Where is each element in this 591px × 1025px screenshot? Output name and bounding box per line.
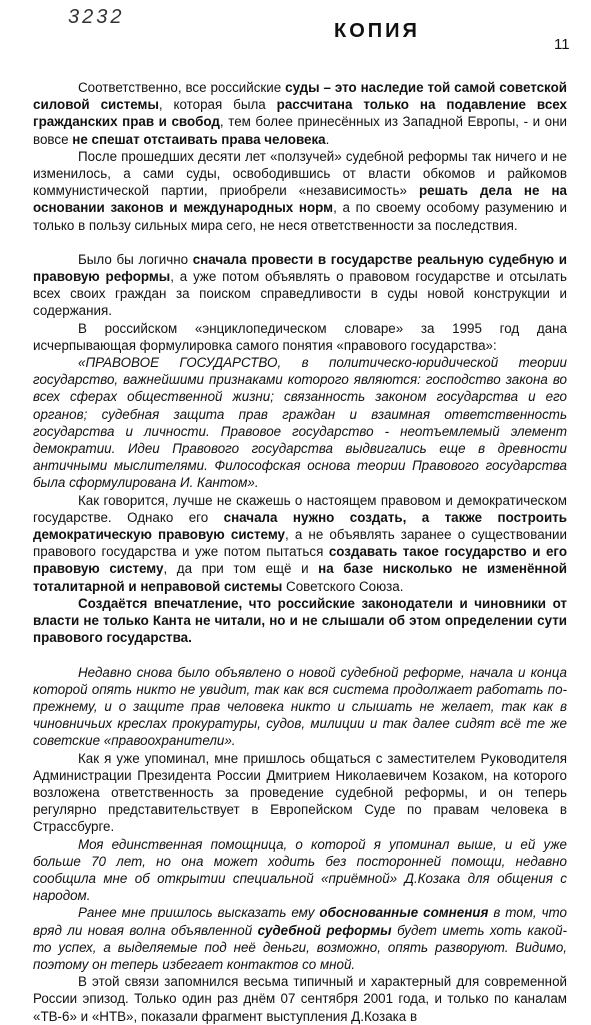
- paragraph-text: Было бы логично: [78, 251, 193, 267]
- paragraph-text: , тем более принесённых из Западной Европы, - и они вовсе: [33, 114, 568, 147]
- paragraph-6: [33, 595, 567, 647]
- bold-phrase: суды – это наследие той самой советской силовой системы: [33, 80, 567, 113]
- paragraph-text: Как говорится, лучше не скажешь о настоящем правовом и демократическом государстве. Однако его: [33, 492, 567, 525]
- paragraph-gap: [33, 647, 567, 664]
- bold-phrase: Создаётся впечатление, что российские законодатели и чиновники от власти не только Канта не читали, но и не слышали об этом определении сути правового государства.: [33, 595, 567, 646]
- bold-phrase: сначала нужно создать, а также построить демократическую правовую систему: [33, 509, 567, 543]
- paragraph-text: Ранее мне пришлось высказать ему: [78, 905, 320, 921]
- encyclopedia-quote: «ПРАВОВОЕ ГОСУДАРСТВО, в политическо-юридической теории государство, важнейшими признаками которого являются: господство закона во всех сферах общественной жизни; связанность законом государства и его органов; судебная защита прав граждан и взаимная ответственность государства и личности. Правовое государство - неотъемлемый элемент демократии. Идеи Правового государства выдвигались еще в древности античными мыслителями. Философская основа теории Правового государства была сформулирована И. Кантом».: [33, 355, 567, 491]
- paragraph-text: Советского Союза.: [282, 578, 404, 594]
- document-body: [33, 79, 567, 1025]
- paragraph-text: в том, что вряд ли новая волна объявленной: [33, 905, 567, 938]
- bold-phrase: судебной реформы: [257, 922, 392, 938]
- bold-phrase: на базе нисколько не изменённой тоталитарной и неправовой системы: [33, 561, 567, 594]
- paragraph-2: [33, 148, 567, 234]
- paragraph-7: Недавно снова было объявлено о новой судебной реформе, начала и конца которой опять никто не увидит, так как вся система продолжает работать по-прежнему, и о защите прав человека никто и слышать не желает, так как в чиновничьих креслах прокуратуры, судов, милиции и так далее сидят всё те же советские «правоохранители».: [33, 664, 567, 749]
- paragraph-text: Соответственно, все российские: [78, 80, 286, 95]
- paragraph-text: , а по своему особому разумению и только в пользу сильных мира сего, не неся ответственности за последствия.: [33, 200, 568, 233]
- paragraph-gap: [33, 234, 567, 251]
- paragraph-8: Как я уже упоминал, мне пришлось общаться с заместителем Руководителя Администрации Президента России Дмитрием Николаевичем Козаком, на которого возложена ответственность за проведение судебной реформы, и он теперь регулярно представительствует в Европейском Суде по правам человека в Страссбурге.: [33, 750, 567, 835]
- copy-stamp-title: КОПИЯ: [334, 20, 420, 42]
- bold-phrase: рассчитана только на подавление всех гражданских прав и свобод: [33, 97, 567, 130]
- paragraph-text: .: [325, 131, 330, 147]
- paragraph-4: В российском «энциклопедическом словаре» за 1995 год дана исчерпывающая формулировка самого понятия «правового государства»:: [33, 320, 567, 353]
- paragraph-9: Моя единственная помощница, о которой я упоминал выше, и ей уже больше 70 лет, но она может ходить без посторонней помощи, недавно сообщила мне об открытии специальной «приёмной» Д.Козака для общения с народом.: [33, 836, 567, 904]
- bold-phrase: обоснованные сомнения: [319, 905, 489, 921]
- paragraph-text: После прошедших десяти лет «ползучей» судебной реформы так ничего и не изменилось, а сами суды, освободившись от власти обкомов и райкомов коммунистической партии, приобрели «независимость»: [33, 148, 567, 199]
- bold-phrase: не спешат отстаивать права человека: [72, 131, 326, 147]
- bold-phrase: создавать такое государство и его правовую систему: [33, 544, 568, 577]
- handwritten-number: 3232: [68, 6, 125, 28]
- bold-phrase: решать дела не на основании законов и международных норм: [33, 183, 567, 216]
- bold-phrase: сначала провести в государстве реальную судебную и правовую реформы: [33, 251, 568, 285]
- paragraph-10: [33, 904, 567, 973]
- paragraph-text: , а уже потом объявлять о правовом государстве и отсылать всех своих граждан за поиском справедливости в суды новой конструкции и содержания.: [33, 269, 567, 319]
- paragraph-5: [33, 492, 567, 595]
- paragraph-text: , да при том ещё и: [163, 561, 319, 577]
- paragraph-text: , которая была: [158, 97, 277, 113]
- paragraph-1: [33, 79, 567, 148]
- paragraph-text: будет иметь хоть какой-то успех, а выделяемые под неё деньги, возможно, опять разворуют. Видимо, поэтому он теперь избегает контактов со мной.: [33, 922, 567, 972]
- paragraph-11: В этой связи запомнился весьма типичный и характерный для современной России эпизод. Только один раз днём 07 сентября 2001 года, и только по каналам «ТВ-6» и «НТВ», показали фрагмент выступления Д.Козака в: [33, 974, 567, 1024]
- paragraph-text: , а не объявлять заранее о существовании правового государства и уже потом пытаться: [33, 527, 567, 560]
- paragraph-3: [33, 251, 567, 320]
- page-number: 11: [554, 36, 570, 53]
